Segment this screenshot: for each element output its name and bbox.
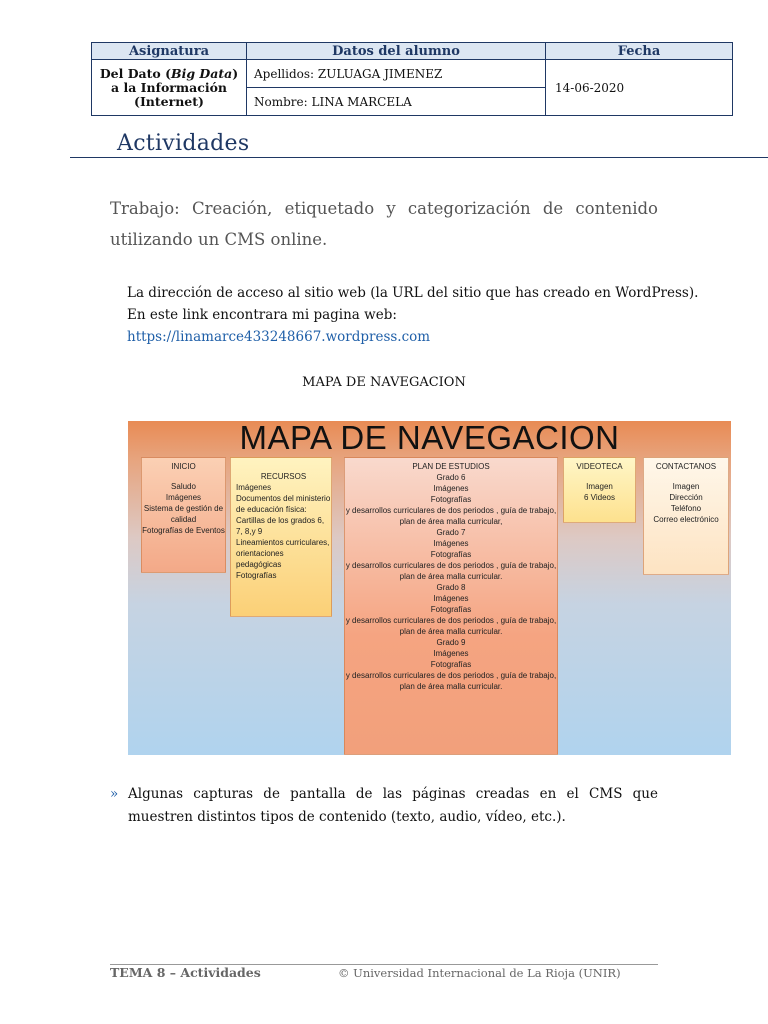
- map-box-title: INICIO: [171, 462, 196, 471]
- map-box-title: PLAN DE ESTUDIOS: [412, 462, 490, 471]
- map-box-videoteca: VIDEOTECA Imagen 6 Videos: [563, 457, 636, 523]
- map-box-title: CONTACTANOS: [655, 462, 717, 471]
- map-title: MAPA DE NAVEGACION: [239, 421, 620, 456]
- header-student: Datos del alumno: [247, 43, 546, 60]
- map-box-recursos: RECURSOS Imágenes Documentos del ministerio de educación física: Cartillas de los grados 6, 7, 8,y 9 Lineamientos curriculares, orientaciones pedagógicas Fotografías: [230, 457, 332, 617]
- surnames-cell: Apellidos: ZULUAGA JIMENEZ: [247, 60, 546, 88]
- map-box-inicio: INICIO Saludo Imágenes Sistema de gestión de calidad Fotografías de Eventos: [141, 457, 226, 573]
- map-caption: MAPA DE NAVEGACION: [302, 375, 466, 390]
- title-divider: [70, 157, 768, 158]
- subject-cell: Del Dato (Big Data) a la Información (Internet): [92, 60, 247, 116]
- name-cell: Nombre: LINA MARCELA: [247, 88, 546, 116]
- intro-paragraph: [127, 282, 698, 348]
- work-heading: Trabajo: Creación, etiquetado y categorización de contenido utilizando un CMS online.: [110, 199, 658, 249]
- website-link[interactable]: https://linamarce433248667.wordpress.com: [127, 329, 431, 345]
- footer-topic: TEMA 8 – Actividades: [110, 965, 261, 980]
- bullet-text: Algunas capturas de pantalla de las páginas creadas en el CMS que muestren distintos tipos de contenido (texto, audio, vídeo, etc.).: [128, 786, 658, 825]
- map-box-title: VIDEOTECA: [576, 462, 623, 471]
- bullet-marker: »: [110, 786, 119, 802]
- intro-line-2: En este link encontrara mi pagina web:: [127, 307, 397, 323]
- intro-line-1: La dirección de acceso al sitio web (la URL del sitio que has creado en WordPress).: [127, 285, 699, 301]
- header-table: [91, 42, 733, 116]
- map-box-title: RECURSOS: [260, 472, 307, 481]
- navigation-map-figure: [128, 421, 731, 755]
- page-title: Actividades: [117, 131, 250, 156]
- bullet-item: [110, 783, 658, 829]
- map-box-plan: PLAN DE ESTUDIOS Grado 6 Imágenes Fotografías y desarrollos curriculares de dos periodos , guía de trabajo, plan de área malla curricular, Grado 7 Imágenes Fotografías y desarrollos curriculares de dos periodos , guía de trabajo, plan de área malla curricular. Grado 8 Imágenes Fotografías y desarrollos curriculares de dos periodos , guía de trabajo, plan de área malla curricular. Grado 9 Imágenes Fotografías y desarrollos curriculares de dos periodos , guía de trabajo, plan de área malla curricular.: [344, 457, 558, 755]
- date-cell: 14-06-2020: [546, 60, 733, 116]
- footer-copyright: © Universidad Internacional de La Rioja (UNIR): [338, 966, 621, 980]
- header-date: Fecha: [546, 43, 733, 60]
- map-box-contactanos: CONTACTANOS Imagen Dirección Teléfono Correo electrónico: [643, 457, 729, 575]
- header-subject: Asignatura: [92, 43, 247, 60]
